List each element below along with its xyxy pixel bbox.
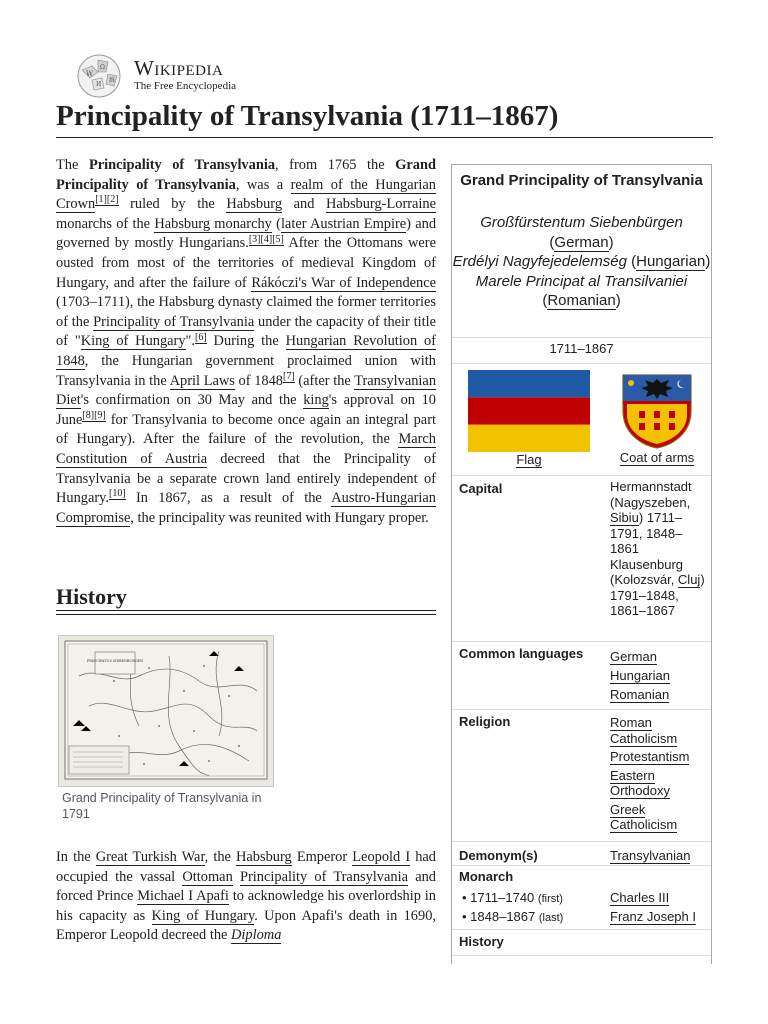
flag-link[interactable] xyxy=(468,452,590,467)
link-diploma[interactable]: Diploma xyxy=(231,927,282,944)
section-divider xyxy=(56,610,436,615)
demonym-value xyxy=(610,848,708,864)
link-habsburg[interactable]: Habsburg xyxy=(226,196,283,213)
infobox-native-names: Großfürstentum Siebenbürgen (German) Erdélyi Nagyfejedelemség (Hungarian) Marele Principat al Transilvaniei (Romanian) xyxy=(452,214,711,309)
religion-label: Religion xyxy=(459,714,511,729)
wikipedia-wordmark[interactable]: Wikipedia xyxy=(134,56,224,80)
ref-1[interactable]: [1] xyxy=(95,194,107,206)
ref-6[interactable]: [6] xyxy=(195,331,207,343)
wikipedia-tagline: The Free Encyclopedia xyxy=(134,80,237,92)
link-language-romanian[interactable]: Romanian xyxy=(610,687,670,702)
ref-5[interactable]: [5] xyxy=(272,233,284,245)
monarch-last-name xyxy=(610,909,710,925)
link-charles-iii[interactable]: Charles III xyxy=(610,890,670,905)
history-paragraph: In the Great Turkish War, the Habsburg Emperor Leopold I had occupied the vassal Ottoman Principality of Transylvania and forced Prince Michael I Apafi to acknowledge his overlordship in his capacity as King of Hungary. Upon Apafi's death in 1690, Emperor Leopold decreed the Diploma xyxy=(56,849,437,944)
link-austrian-empire[interactable]: later Austrian Empire xyxy=(280,215,407,232)
link-principality-transylvania-2[interactable]: Principality of Transylvania xyxy=(240,868,408,885)
link-habsburg-2[interactable]: Habsburg xyxy=(236,849,292,865)
link-principality-transylvania[interactable]: Principality of Transylvania xyxy=(93,313,255,330)
ref-3[interactable]: [3] xyxy=(248,233,261,245)
ref-10[interactable]: [10] xyxy=(109,488,126,500)
monarch-first-period: • 1711–1740 (first) xyxy=(462,890,563,905)
link-hungarian-lang[interactable]: Hungarian xyxy=(636,253,706,270)
lead-paragraph: The Principality of Transylvania, from 1765 the Grand Principality of Transylvania, was a realm of the Hungarian Crown[1][2] ruled by the Habsburg and Habsburg-Lorraine monarchs of the Habsburg monarchy (later Austrian Empire) and governed by mostly Hungarians.[3][4][5] After the Ottomans were ousted from most of the territories of medieval Kingdom of Hungary, and after the failure of Rákóczi's War of Independence (1703–1711), the Habsburg dynasty claimed the former territories of the Principality of Transylvania under the capacity of their title of "King of Hungary".[6] During the Hungarian Revolution of 1848, the Hungarian government proclaimed union with Transylvania in the April Laws of 1848[7] (after the Transylvanian Diet's confirmation on 30 May and the king's approval on 10 June[8][9] for Transylvania to become once again an integral part of Hungary). After the failure of the revolution, the March Constitution of Austria decreed that the Principality of Transylvania be a separate crown land entirely independent of Hungary.[10] In 1867, as a result of the Austro-Hungarian Compromise, the principality was reunited with Hungary proper. xyxy=(56,157,437,526)
map-cartouche-text: PRINCIPATUS SIEBENBURGEN xyxy=(87,659,143,663)
link-michael-apafi[interactable]: Michael I Apafi xyxy=(137,888,229,905)
link-leopold-i[interactable]: Leopold I xyxy=(352,849,411,865)
link-language-hungarian[interactable]: Hungarian xyxy=(610,668,670,683)
link-king[interactable]: king xyxy=(303,392,329,409)
ref-2[interactable]: [2] xyxy=(106,194,119,206)
map-caption: Grand Principality of Transylvania in 1791 xyxy=(62,791,262,821)
flag-stripe-yellow xyxy=(468,425,590,452)
link-transylvanian-diet[interactable]: Transylvanian Diet xyxy=(56,372,437,409)
infobox-title: Grand Principality of Transylvania xyxy=(460,172,703,189)
svg-text:W: W xyxy=(86,70,94,78)
flag-label[interactable]: Flag xyxy=(516,452,542,467)
title-divider xyxy=(56,137,713,138)
flag-stripe-blue xyxy=(468,370,590,397)
link-protestantism[interactable]: Protestantism xyxy=(610,749,690,764)
svg-text:И: И xyxy=(96,81,102,88)
ref-7[interactable]: [7] xyxy=(283,370,295,382)
link-hungarian-revolution-1848[interactable]: Hungarian Revolution of 1848 xyxy=(56,333,436,369)
link-habsburg-lorraine[interactable]: Habsburg-Lorraine xyxy=(325,196,436,213)
link-habsburg-monarchy[interactable]: Habsburg monarchy xyxy=(154,215,272,232)
link-franz-joseph-i[interactable]: Franz Joseph I xyxy=(610,909,696,924)
link-king-of-hungary-2[interactable]: King of Hungary xyxy=(151,907,255,924)
religion-list xyxy=(610,715,708,833)
link-april-laws[interactable]: April Laws xyxy=(169,372,235,389)
ref-9[interactable]: [9] xyxy=(94,409,106,421)
link-eastern-orthodoxy[interactable]: Eastern Orthodoxy xyxy=(610,767,670,798)
link-ottoman[interactable]: Ottoman xyxy=(182,868,233,885)
link-sibiu[interactable]: Sibiu xyxy=(610,510,639,525)
flag-image[interactable] xyxy=(468,370,590,452)
link-great-turkish-war[interactable]: Great Turkish War xyxy=(95,849,205,865)
svg-text:維: 維 xyxy=(109,77,116,84)
infobox-history-label: History xyxy=(459,934,504,949)
link-realm-hungarian-crown[interactable]: realm of the Hungarian Crown xyxy=(56,176,437,213)
languages-label: Common languages xyxy=(459,646,584,661)
ref-4[interactable]: [4] xyxy=(260,233,273,245)
link-greek-catholicism[interactable]: Greek Catholicism xyxy=(610,801,678,832)
link-german-lang[interactable]: German xyxy=(554,233,609,251)
link-rakoczi-war[interactable]: Rákóczi's War of Independence xyxy=(251,274,437,291)
coat-of-arms-link[interactable] xyxy=(612,450,702,465)
monarch-first-name xyxy=(610,890,708,906)
link-romanian-lang[interactable]: Romanian xyxy=(547,292,616,309)
link-language-german[interactable]: German xyxy=(610,649,657,664)
infobox xyxy=(451,164,712,964)
link-transylvanian[interactable]: Transylvanian xyxy=(610,848,691,863)
capital-label: Capital xyxy=(459,481,503,496)
capital-value: Hermannstadt (Nagyszeben, Sibiu) 1711–1791, 1848–1861 Klausenburg (Kolozsvár, Cluj) 1791–1848, 1861–1867 xyxy=(610,479,705,618)
ref-8[interactable]: [8] xyxy=(82,409,95,421)
link-king-of-hungary[interactable]: King of Hungary xyxy=(80,333,186,350)
monarch-last-period: • 1848–1867 (last) xyxy=(462,909,564,924)
link-cluj[interactable]: Cluj xyxy=(677,572,701,587)
link-roman-catholicism[interactable]: Roman Catholicism xyxy=(610,715,678,746)
section-heading-history: History xyxy=(56,584,127,609)
wikipedia-globe-logo[interactable] xyxy=(74,52,124,98)
demonym-label: Demonym(s) xyxy=(459,848,538,863)
historical-map-image[interactable] xyxy=(58,635,274,787)
coat-of-arms-image[interactable] xyxy=(615,371,699,449)
page-title: Principality of Transylvania (1711–1867) xyxy=(56,100,559,132)
languages-list xyxy=(610,647,708,704)
flag-stripe-red xyxy=(468,397,590,424)
link-austro-hungarian-compromise[interactable]: Austro-Hungarian Compromise xyxy=(56,490,436,526)
svg-text:Ω: Ω xyxy=(100,64,105,71)
coat-of-arms-label[interactable]: Coat of arms xyxy=(619,450,695,465)
monarch-label: Monarch xyxy=(459,869,514,884)
infobox-years: 1711–1867 xyxy=(549,341,614,356)
link-march-constitution[interactable]: March Constitution of Austria xyxy=(56,431,436,467)
